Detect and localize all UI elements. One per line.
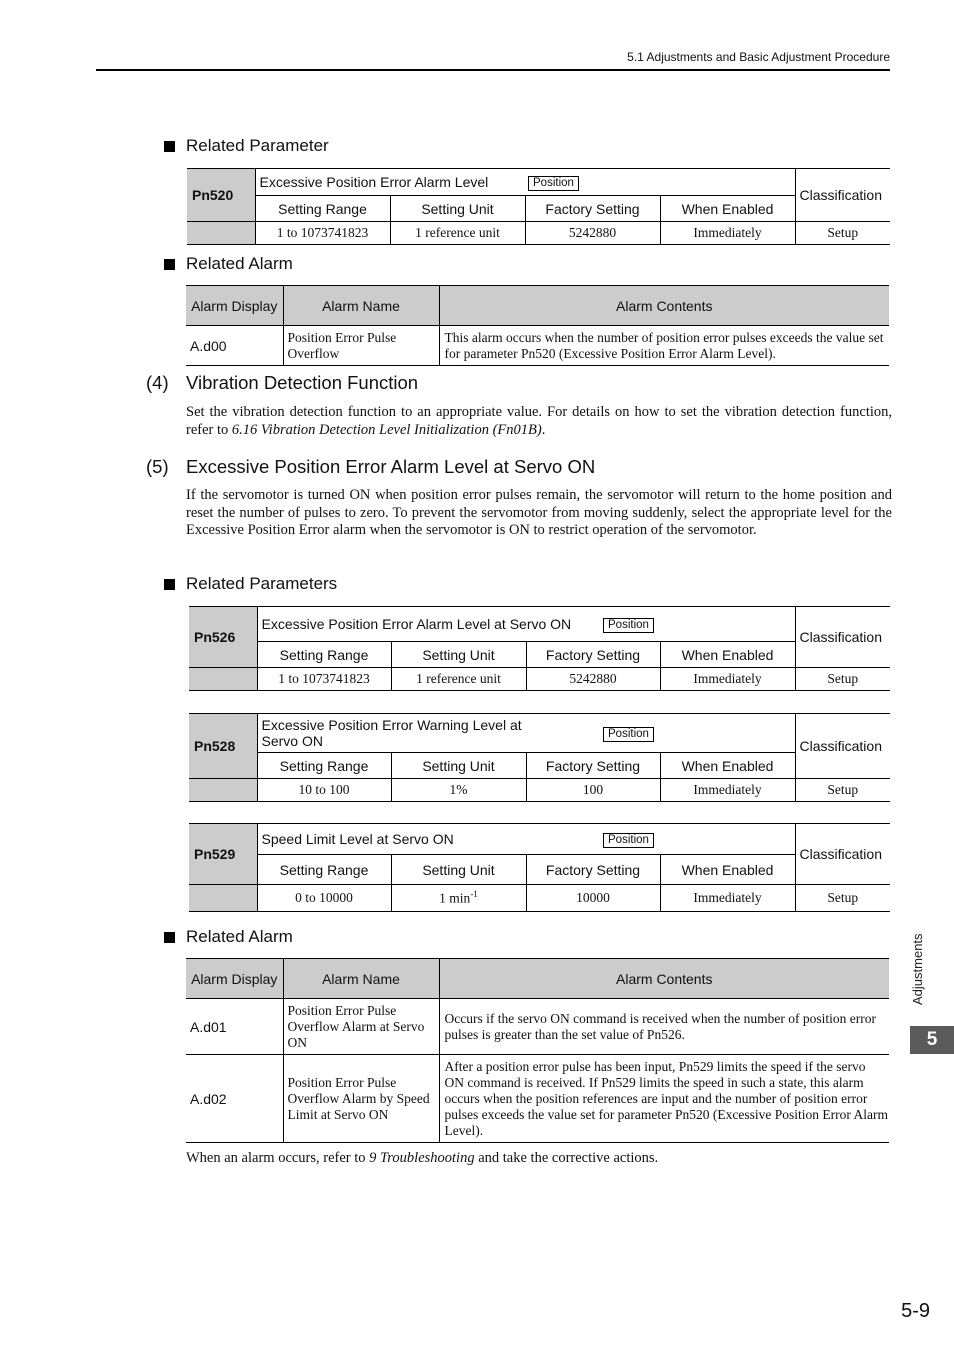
col-setting-unit: Setting Unit	[390, 196, 525, 222]
col-setting-unit: Setting Unit	[391, 753, 526, 779]
alarm-contents: This alarm occurs when the number of position error pulses exceeds the value set for parameter Pn520 (Excessive Position Error Alarm Level).	[439, 326, 889, 366]
col-factory-setting: Factory Setting	[526, 642, 660, 668]
val-factory-setting: 10000	[526, 885, 660, 912]
classification-header: Classification	[795, 607, 890, 668]
val-classification: Setup	[795, 668, 890, 691]
col-setting-unit: Setting Unit	[391, 855, 526, 885]
param-name: Excessive Position Error Alarm Level at Servo ON	[257, 607, 660, 642]
col-when-enabled: When Enabled	[660, 196, 795, 222]
heading-text: Related Alarm	[186, 927, 293, 946]
val-setting-unit: 1%	[391, 779, 526, 802]
col-setting-range: Setting Range	[257, 855, 391, 885]
para-text: Set the vibration detection function to an appropriate value. For details on how to set the vibration detection function, refer to	[186, 404, 892, 438]
alarm-display: A.d02	[186, 1055, 283, 1143]
section-5-paragraph: If the servomotor is turned ON when position error pulses remain, the servomotor will return to the home position and reset the number of pulses to zero. To prevent the servomotor from moving suddenly, select the appropriate level for the Excessive Position Error alarm when the servomotor is ON to restrict operation of the servomotor.	[186, 487, 892, 538]
param-number: Pn520	[187, 169, 255, 222]
cross-reference-link[interactable]: 6.16 Vibration Detection Level Initialization (Fn01B)	[231, 421, 542, 438]
param-name: Excessive Position Error Alarm Level	[255, 169, 525, 196]
chapter-tab: 5	[910, 1026, 954, 1054]
alarm-name: Position Error Pulse Overflow Alarm by Speed Limit at Servo ON	[283, 1055, 439, 1143]
param-table-pn529	[189, 823, 890, 912]
table-row	[186, 1055, 889, 1143]
col-alarm-display: Alarm Display	[186, 286, 283, 326]
col-factory-setting: Factory Setting	[525, 196, 660, 222]
alarm-contents: Occurs if the servo ON command is received when the number of position error pulses is greater than the set value of Pn526.	[439, 999, 889, 1055]
val-factory-setting: 100	[526, 779, 660, 802]
heading-text: Related Parameters	[186, 574, 338, 593]
alarm-display: A.d01	[186, 999, 283, 1055]
position-badge: Position	[603, 727, 654, 742]
heading-text: Related Alarm	[186, 254, 293, 273]
param-name: Speed Limit Level at Servo ON	[257, 824, 526, 855]
classification-header: Classification	[795, 169, 890, 222]
alarm-table-2	[186, 958, 889, 1143]
param-table-pn528	[189, 713, 890, 802]
param-number: Pn529	[189, 824, 257, 885]
note-text: When an alarm occurs, refer to	[186, 1150, 370, 1166]
val-classification: Setup	[795, 222, 890, 245]
param-table-pn520	[187, 168, 890, 245]
param-name: Excessive Position Error Warning Level at Servo ON	[257, 714, 526, 753]
footer-note	[186, 1150, 892, 1168]
col-setting-range: Setting Range	[255, 196, 390, 222]
val-classification: Setup	[795, 779, 890, 802]
running-header: 5.1 Adjustments and Basic Adjustment Procedure	[627, 50, 890, 64]
val-setting-range: 0 to 10000	[257, 885, 391, 912]
header-rule	[96, 69, 890, 71]
heading-text: Related Parameter	[186, 136, 329, 155]
bullet-square-icon	[164, 579, 175, 590]
col-setting-range: Setting Range	[257, 753, 391, 779]
section-title: Excessive Position Error Alarm Level at Servo ON	[186, 456, 596, 477]
val-when-enabled: Immediately	[660, 222, 795, 245]
param-number: Pn528	[189, 714, 257, 779]
val-when-enabled: Immediately	[660, 885, 795, 912]
val-factory-setting: 5242880	[526, 668, 660, 691]
val-classification: Setup	[795, 885, 890, 912]
param-table-pn526	[189, 606, 890, 691]
section-4-heading	[146, 372, 418, 394]
col-when-enabled: When Enabled	[660, 642, 795, 668]
related-alarm-heading-2	[164, 927, 293, 947]
col-factory-setting: Factory Setting	[526, 855, 660, 885]
bullet-square-icon	[164, 932, 175, 943]
col-alarm-name: Alarm Name	[283, 959, 439, 999]
alarm-name: Position Error Pulse Overflow	[283, 326, 439, 366]
chapter-side-label: Adjustments	[910, 933, 925, 1005]
col-when-enabled: When Enabled	[660, 855, 795, 885]
bullet-square-icon	[164, 259, 175, 270]
param-number: Pn526	[189, 607, 257, 668]
val-when-enabled: Immediately	[660, 668, 795, 691]
val-setting-unit	[391, 885, 526, 912]
col-factory-setting: Factory Setting	[526, 753, 660, 779]
classification-header: Classification	[795, 714, 890, 779]
section-5-heading	[146, 456, 595, 478]
bullet-square-icon	[164, 141, 175, 152]
col-alarm-contents: Alarm Contents	[439, 959, 889, 999]
alarm-name: Position Error Pulse Overflow Alarm at Servo ON	[283, 999, 439, 1055]
unit-superscript: -1	[470, 889, 478, 900]
troubleshooting-link[interactable]: 9 Troubleshooting	[369, 1150, 475, 1166]
col-when-enabled: When Enabled	[660, 753, 795, 779]
note-text: and take the corrective actions.	[474, 1150, 659, 1166]
position-badge: Position	[603, 833, 654, 848]
col-setting-unit: Setting Unit	[391, 642, 526, 668]
val-setting-range: 1 to 1073741823	[257, 668, 391, 691]
col-alarm-display: Alarm Display	[186, 959, 283, 999]
unit-text: 1 min	[439, 890, 471, 906]
section-4-paragraph	[186, 404, 892, 439]
alarm-display: A.d00	[186, 326, 283, 366]
para-text: .	[541, 421, 546, 438]
table-row	[186, 326, 889, 366]
val-setting-range: 1 to 1073741823	[255, 222, 390, 245]
section-number: (4)	[146, 372, 169, 393]
col-alarm-contents: Alarm Contents	[439, 286, 889, 326]
val-setting-unit: 1 reference unit	[391, 668, 526, 691]
col-alarm-name: Alarm Name	[283, 286, 439, 326]
section-number: (5)	[146, 456, 169, 477]
alarm-table-1	[186, 285, 889, 366]
related-parameters-heading	[164, 574, 337, 594]
col-setting-range: Setting Range	[257, 642, 391, 668]
position-badge: Position	[528, 176, 579, 191]
val-factory-setting: 5242880	[525, 222, 660, 245]
page-number: 5-9	[901, 1300, 930, 1322]
position-badge: Position	[603, 618, 654, 633]
alarm-contents: After a position error pulse has been input, Pn529 limits the speed if the servo ON command is received. If Pn529 limits the speed in such a state, this alarm occurs when the position references are input and the number of position error pulses exceeds the value set for parameter Pn520 (Excessive Position Error Alarm Level).	[439, 1055, 889, 1143]
section-title: Vibration Detection Function	[186, 372, 419, 393]
val-setting-unit: 1 reference unit	[390, 222, 525, 245]
classification-header: Classification	[795, 824, 890, 885]
related-alarm-heading	[164, 254, 293, 274]
val-when-enabled: Immediately	[660, 779, 795, 802]
table-row	[186, 999, 889, 1055]
val-setting-range: 10 to 100	[257, 779, 391, 802]
related-parameter-heading	[164, 136, 329, 156]
